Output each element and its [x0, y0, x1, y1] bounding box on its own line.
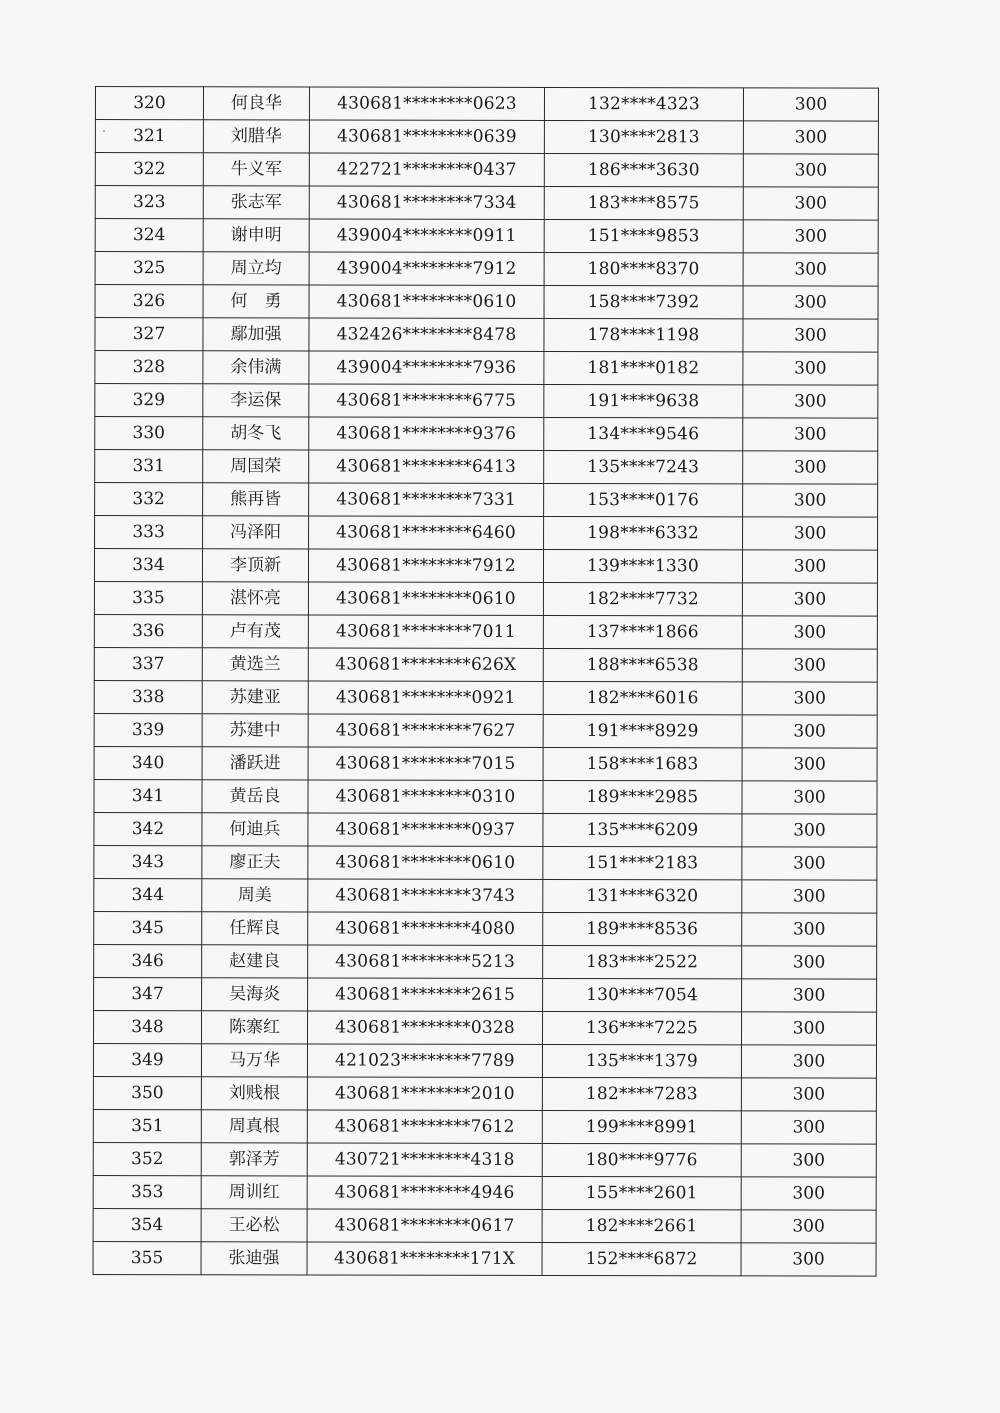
name-cell: 鄢加强: [203, 318, 309, 351]
table-row: [93, 1010, 876, 1045]
amount-cell: 300: [743, 154, 878, 187]
table-row: [94, 614, 877, 649]
seq-cell: 332: [95, 483, 203, 516]
phone-cell: 191****9638: [544, 384, 743, 417]
name-cell: 任辉良: [202, 912, 308, 945]
name-cell: 冯泽阳: [203, 516, 309, 549]
table-row: [95, 219, 878, 254]
amount-cell: 300: [743, 286, 878, 319]
id-number-cell: 430681********6413: [309, 450, 544, 483]
phone-cell: 186****3630: [544, 153, 743, 186]
id-number-cell: 430681********7627: [308, 714, 543, 747]
name-cell: 何 勇: [203, 285, 309, 318]
name-cell: 苏建亚: [202, 681, 308, 714]
name-cell: 周立均: [203, 252, 309, 285]
id-number-cell: 430681********4946: [307, 1176, 542, 1209]
phone-cell: 130****2813: [544, 120, 743, 153]
name-cell: 张志军: [203, 186, 309, 219]
phone-cell: 180****8370: [544, 252, 743, 285]
name-cell: 谢申明: [203, 219, 309, 252]
name-cell: 王必松: [201, 1209, 307, 1242]
seq-cell: 337: [94, 647, 202, 680]
amount-cell: 300: [741, 1045, 876, 1078]
name-cell: 刘腊华: [203, 120, 309, 153]
amount-cell: 300: [742, 913, 877, 946]
id-number-cell: 430681********0623: [309, 87, 544, 120]
seq-cell: 330: [95, 417, 203, 450]
id-number-cell: 430681********0610: [309, 285, 544, 318]
phone-cell: 151****9853: [544, 219, 743, 252]
id-number-cell: 430681********2615: [308, 978, 543, 1011]
name-cell: 吴海炎: [202, 978, 308, 1011]
phone-cell: 131****6320: [543, 879, 742, 912]
phone-cell: 189****8536: [543, 912, 742, 945]
phone-cell: 132****4323: [544, 87, 743, 120]
id-number-cell: 430681********6775: [309, 384, 544, 417]
table-row: [95, 120, 878, 155]
phone-cell: 155****2601: [542, 1176, 741, 1209]
table-row: [93, 1208, 876, 1243]
table-row: [93, 1241, 876, 1276]
id-number-cell: 422721********0437: [309, 153, 544, 186]
table-row: [94, 845, 877, 880]
seq-cell: 336: [94, 614, 202, 647]
name-cell: 李运保: [203, 384, 309, 417]
table-row: [94, 746, 877, 781]
phone-cell: 151****2183: [543, 846, 742, 879]
name-cell: 黄岳良: [202, 780, 308, 813]
seq-cell: 329: [95, 384, 203, 417]
seq-cell: 327: [95, 318, 203, 351]
phone-cell: 130****7054: [543, 978, 742, 1011]
seq-cell: 343: [94, 845, 202, 878]
phone-cell: 136****7225: [542, 1011, 741, 1044]
phone-cell: 182****7732: [543, 582, 742, 615]
phone-cell: 198****6332: [544, 516, 743, 549]
id-number-cell: 430681********0310: [308, 780, 543, 813]
seq-cell: 326: [95, 285, 203, 318]
amount-cell: 300: [741, 1111, 876, 1144]
amount-cell: 300: [742, 583, 877, 616]
amount-cell: 300: [743, 385, 878, 418]
phone-cell: 135****1379: [542, 1044, 741, 1077]
seq-cell: 321: [95, 120, 203, 153]
name-cell: 赵建良: [202, 945, 308, 978]
seq-cell: 322: [95, 153, 203, 186]
id-number-cell: 439004********7912: [309, 252, 544, 285]
id-number-cell: 430681********5213: [308, 945, 543, 978]
name-cell: 廖正夫: [202, 846, 308, 879]
id-number-cell: 439004********0911: [309, 219, 544, 252]
table-row: [95, 252, 878, 287]
id-number-cell: 430681********2010: [307, 1077, 542, 1110]
seq-cell: 354: [93, 1208, 201, 1241]
table-row: [93, 1175, 876, 1210]
id-number-cell: 430681********7334: [309, 186, 544, 219]
phone-cell: 189****2985: [543, 780, 742, 813]
id-number-cell: 439004********7936: [309, 351, 544, 384]
amount-cell: 300: [742, 550, 877, 583]
table-row: [95, 384, 878, 419]
amount-cell: 300: [741, 1144, 876, 1177]
amount-cell: 300: [743, 187, 878, 220]
name-cell: 卢有茂: [202, 615, 308, 648]
name-cell: 何良华: [203, 87, 309, 120]
id-number-cell: 430681********7015: [308, 747, 543, 780]
table-row: [95, 516, 878, 551]
amount-cell: 300: [742, 748, 877, 781]
id-number-cell: 430681********7331: [309, 483, 544, 516]
amount-cell: 300: [742, 649, 877, 682]
table-row: [95, 417, 878, 452]
name-cell: 潘跃进: [202, 747, 308, 780]
seq-cell: 323: [95, 186, 203, 219]
roster-table-body: [93, 87, 878, 1277]
table-row: [95, 351, 878, 386]
seq-cell: 339: [94, 713, 202, 746]
table-row: [93, 1043, 876, 1078]
phone-cell: 158****1683: [543, 747, 742, 780]
phone-cell: 135****7243: [544, 450, 743, 483]
id-number-cell: 430681********0610: [308, 846, 543, 879]
table-row: [94, 549, 877, 584]
seq-cell: 324: [95, 219, 203, 252]
table-row: [95, 450, 878, 485]
table-row: [95, 483, 878, 518]
id-number-cell: 430681********7011: [308, 615, 543, 648]
id-number-cell: 430681********0937: [308, 813, 543, 846]
table-row: [93, 1142, 876, 1177]
id-number-cell: 430681********626X: [308, 648, 543, 681]
id-number-cell: 430681********6460: [309, 516, 544, 549]
amount-cell: 300: [743, 418, 878, 451]
id-number-cell: 430681********171X: [307, 1242, 542, 1275]
id-number-cell: 430681********7912: [308, 549, 543, 582]
phone-cell: 182****7283: [542, 1077, 741, 1110]
phone-cell: 153****0176: [544, 483, 743, 516]
phone-cell: 183****2522: [543, 945, 742, 978]
table-row: [95, 318, 878, 353]
name-cell: 张迪强: [201, 1242, 307, 1275]
phone-cell: 183****8575: [544, 186, 743, 219]
table-row: [94, 713, 877, 748]
amount-cell: 300: [743, 451, 878, 484]
phone-cell: 199****8991: [542, 1110, 741, 1143]
seq-cell: 335: [94, 581, 202, 614]
seq-cell: 341: [94, 779, 202, 812]
table-row: [94, 944, 877, 979]
table-row: [93, 1109, 876, 1144]
seq-cell: 346: [94, 944, 202, 977]
amount-cell: 300: [742, 847, 877, 880]
name-cell: 周训红: [201, 1176, 307, 1209]
amount-cell: 300: [743, 484, 878, 517]
id-number-cell: 430681********0921: [308, 681, 543, 714]
seq-cell: 355: [93, 1241, 201, 1274]
id-number-cell: 430681********3743: [308, 879, 543, 912]
amount-cell: 300: [742, 715, 877, 748]
table-row: [94, 680, 877, 715]
name-cell: 牛义军: [203, 153, 309, 186]
name-cell: 马万华: [201, 1044, 307, 1077]
phone-cell: 180****9776: [542, 1143, 741, 1176]
phone-cell: 181****0182: [544, 351, 743, 384]
table-row: [95, 285, 878, 320]
amount-cell: 300: [741, 1243, 876, 1276]
name-cell: 郭泽芳: [201, 1143, 307, 1176]
name-cell: 湛怀亮: [202, 582, 308, 615]
name-cell: 胡冬飞: [203, 417, 309, 450]
table-row: [95, 87, 878, 122]
table-row: [93, 1076, 876, 1111]
seq-cell: 325: [95, 252, 203, 285]
table-row: [94, 977, 877, 1012]
phone-cell: 135****6209: [543, 813, 742, 846]
name-cell: 李顶新: [202, 549, 308, 582]
id-number-cell: 430681********9376: [309, 417, 544, 450]
id-number-cell: 430681********0639: [309, 120, 544, 153]
amount-cell: 300: [742, 781, 877, 814]
amount-cell: 300: [742, 979, 877, 1012]
amount-cell: 300: [743, 352, 878, 385]
name-cell: 周美: [202, 879, 308, 912]
table-row: [95, 153, 878, 188]
seq-cell: 353: [93, 1175, 201, 1208]
amount-cell: 300: [742, 946, 877, 979]
amount-cell: 300: [743, 220, 878, 253]
seq-cell: 333: [95, 516, 203, 549]
name-cell: 何迪兵: [202, 813, 308, 846]
phone-cell: 139****1330: [543, 549, 742, 582]
amount-cell: 300: [743, 253, 878, 286]
table-row: [95, 186, 878, 221]
amount-cell: 300: [742, 814, 877, 847]
name-cell: 余伟满: [203, 351, 309, 384]
name-cell: 周真根: [201, 1110, 307, 1143]
seq-cell: 347: [94, 977, 202, 1010]
amount-cell: 300: [741, 1078, 876, 1111]
id-number-cell: 432426********8478: [309, 318, 544, 351]
table-row: [94, 812, 877, 847]
roster-table: [93, 86, 879, 1277]
table-row: [94, 779, 877, 814]
amount-cell: 300: [743, 319, 878, 352]
phone-cell: 182****6016: [543, 681, 742, 714]
seq-cell: 334: [94, 549, 202, 582]
table-row: [94, 911, 877, 946]
name-cell: 陈寨红: [201, 1011, 307, 1044]
phone-cell: 158****7392: [544, 285, 743, 318]
seq-cell: 328: [95, 351, 203, 384]
id-number-cell: 430681********4080: [308, 912, 543, 945]
seq-cell: 351: [93, 1109, 201, 1142]
phone-cell: 188****6538: [543, 648, 742, 681]
amount-cell: 300: [741, 1210, 876, 1243]
amount-cell: 300: [741, 1012, 876, 1045]
amount-cell: 300: [741, 1177, 876, 1210]
name-cell: 熊再皆: [203, 483, 309, 516]
seq-cell: 342: [94, 812, 202, 845]
name-cell: 苏建中: [202, 714, 308, 747]
amount-cell: 300: [742, 880, 877, 913]
table-row: [94, 878, 877, 913]
phone-cell: 134****9546: [544, 417, 743, 450]
name-cell: 黄选兰: [202, 648, 308, 681]
seq-cell: 348: [93, 1010, 201, 1043]
amount-cell: 300: [742, 616, 877, 649]
id-number-cell: 421023********7789: [307, 1044, 542, 1077]
seq-cell: 350: [93, 1076, 201, 1109]
table-row: [94, 581, 877, 616]
seq-cell: 352: [93, 1142, 201, 1175]
id-number-cell: 430681********0328: [307, 1011, 542, 1044]
seq-cell: 331: [95, 450, 203, 483]
seq-cell: 345: [94, 911, 202, 944]
phone-cell: 152****6872: [542, 1242, 741, 1275]
name-cell: 刘贱根: [201, 1077, 307, 1110]
amount-cell: 300: [742, 682, 877, 715]
seq-cell: 338: [94, 680, 202, 713]
amount-cell: 300: [743, 121, 878, 154]
seq-cell: 320: [95, 87, 203, 120]
id-number-cell: 430681********7612: [307, 1110, 542, 1143]
phone-cell: 182****2661: [542, 1209, 741, 1242]
phone-cell: 137****1866: [543, 615, 742, 648]
name-cell: 周国荣: [203, 450, 309, 483]
seq-cell: 344: [94, 878, 202, 911]
id-number-cell: 430721********4318: [307, 1143, 542, 1176]
phone-cell: 178****1198: [544, 318, 743, 351]
id-number-cell: 430681********0617: [307, 1209, 542, 1242]
seq-cell: 340: [94, 746, 202, 779]
table-row: [94, 647, 877, 682]
id-number-cell: 430681********0610: [308, 582, 543, 615]
amount-cell: 300: [743, 88, 878, 121]
amount-cell: 300: [743, 517, 878, 550]
seq-cell: 349: [93, 1043, 201, 1076]
phone-cell: 191****8929: [543, 714, 742, 747]
